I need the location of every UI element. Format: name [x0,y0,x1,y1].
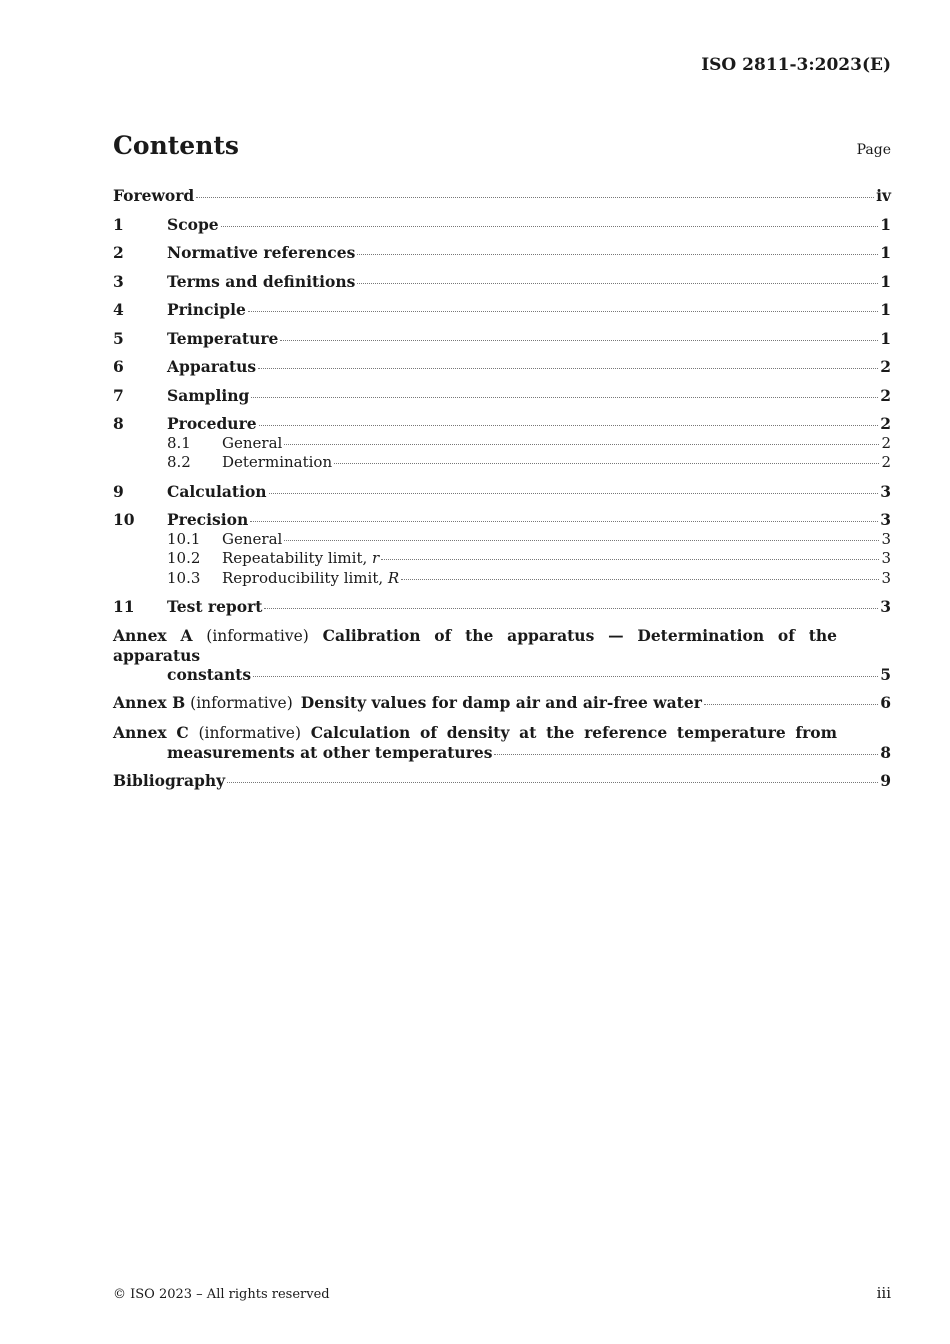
toc-number: 10.1 [167,529,201,548]
leader-dots [248,311,878,312]
leader-dots [334,463,879,464]
toc-entry-annex-b[interactable] [113,693,891,713]
toc-entry-annex-a[interactable] [113,626,891,684]
toc-page: 2 [880,385,891,405]
toc-entry-7[interactable] [113,386,891,405]
leader-dots [221,226,879,227]
leader-dots [494,754,878,755]
toc-page: 3 [881,529,891,548]
toc-label: Bibliography [113,771,226,790]
toc-number: 8.2 [167,453,191,471]
toc-number: 5 [113,328,124,348]
annex-title-line-2: constants [167,664,252,684]
annex-info: (informative) [190,694,293,712]
leader-dots [264,608,878,609]
toc-page: iv [876,186,891,205]
toc-label: Calculation [167,481,267,501]
toc-page: 1 [880,328,891,348]
leader-dots [357,283,878,284]
toc-page: 3 [881,568,891,587]
toc-label: Sampling [167,385,250,405]
toc-label-text: Repeatability limit, [222,549,373,567]
toc-page: 6 [880,693,891,712]
toc-number: 1 [113,214,124,234]
toc-label: General [222,433,283,452]
leader-dots [357,254,878,255]
toc-entry-8-1[interactable] [113,434,891,453]
toc-label: Procedure [167,414,257,433]
toc-label-variable: R [387,568,400,587]
toc-label [222,549,379,568]
toc-entry-6[interactable] [113,357,891,376]
toc-page: 3 [881,549,891,567]
toc-label: General [222,529,283,548]
annex-a-line-1 [113,626,837,665]
toc-label: Precision [167,510,249,529]
toc-label: Temperature [167,328,279,348]
toc-number: 10.3 [167,568,201,587]
toc-page: 9 [880,771,891,790]
toc-label: Determination [222,453,333,471]
toc-label: Terms and definitions [167,271,356,291]
toc-number: 7 [113,385,124,405]
page-title: Contents [113,131,240,160]
toc-page: 2 [880,357,891,376]
toc-entry-10-2[interactable] [113,549,891,568]
toc-number: 3 [113,271,124,291]
toc-entry-8[interactable] [113,414,891,433]
leader-dots [284,444,879,445]
toc-label: Scope [167,214,219,234]
toc-page: 3 [880,481,891,501]
leader-dots [269,493,879,494]
toc-label: Test report [167,597,263,616]
toc-label: Foreword [113,186,195,205]
toc-label: Principle [167,300,246,319]
toc-label: Normative references [167,243,356,262]
annex-name: Annex B [113,693,186,712]
toc-page: 1 [880,300,891,319]
toc-entry-bibliography[interactable] [113,771,891,790]
toc-label: Apparatus [167,357,257,376]
toc-entry-4[interactable] [113,300,891,319]
toc-label-text: Reproducibility limit, [222,568,388,587]
toc-entry-10-1[interactable] [113,530,891,549]
toc-number: 11 [113,597,135,616]
table-of-contents [113,186,891,790]
leader-dots [251,397,878,398]
leader-dots [401,579,879,580]
leader-dots [381,559,879,560]
annex-c-line-1 [113,723,837,743]
toc-page: 1 [880,271,891,291]
toc-number: 2 [113,243,124,262]
leader-dots [258,368,878,369]
toc-label [222,569,399,588]
toc-page: 1 [880,214,891,234]
toc-entry-annex-c[interactable] [113,723,891,762]
annex-title-line-1: Calibration of the apparatus — Determination of the apparatus [113,625,837,665]
toc-entry-3[interactable] [113,272,891,291]
toc-number: 9 [113,481,124,501]
toc-number: 6 [113,357,124,376]
toc-page: 3 [880,597,891,616]
toc-entry-5[interactable] [113,329,891,348]
leader-dots [250,521,878,522]
toc-label-variable: r [372,549,380,567]
toc-entry-9[interactable] [113,482,891,501]
toc-page: 2 [881,453,891,471]
toc-page: 1 [880,243,891,262]
annex-info: (informative) [198,723,302,742]
toc-page: 8 [880,742,891,762]
toc-number: 4 [113,300,124,319]
annex-a-line-2 [113,665,891,684]
toc-page: 5 [880,664,891,684]
toc-entry-8-2[interactable] [113,453,891,472]
toc-entry-foreword[interactable] [113,186,891,205]
document-id: ISO 2811-3:2023(E) [701,55,891,75]
annex-title: Density values for damp air and air-free water [300,693,702,712]
toc-entry-10-3[interactable] [113,569,891,588]
leader-dots [280,340,878,341]
annex-name: Annex A [113,625,193,645]
leader-dots [227,782,878,783]
toc-entry-11[interactable] [113,597,891,616]
footer-copyright: © ISO 2023 – All rights reserved [113,1287,330,1302]
leader-dots [196,197,874,198]
leader-dots [253,676,878,677]
toc-entry-10[interactable] [113,510,891,529]
toc-entry-1[interactable] [113,215,891,234]
annex-title-line-2: measurements at other temperatures [167,742,493,762]
leader-dots [284,540,879,541]
footer-page-number: iii [876,1284,891,1302]
toc-page: 2 [880,414,891,433]
leader-dots [259,425,879,426]
toc-page: 2 [881,433,891,452]
toc-entry-2[interactable] [113,243,891,262]
toc-number: 10.2 [167,549,201,567]
annex-name: Annex C [113,722,189,742]
toc-number: 10 [113,510,135,529]
page-column-label: Page [856,142,891,158]
toc-number: 8 [113,414,124,433]
annex-c-line-2 [113,743,891,762]
leader-dots [704,704,878,705]
toc-number: 8.1 [167,433,191,452]
annex-title-line-1: Calculation of density at the reference temperature from [310,722,837,742]
annex-info: (informative) [206,626,309,645]
toc-page: 3 [880,510,891,529]
